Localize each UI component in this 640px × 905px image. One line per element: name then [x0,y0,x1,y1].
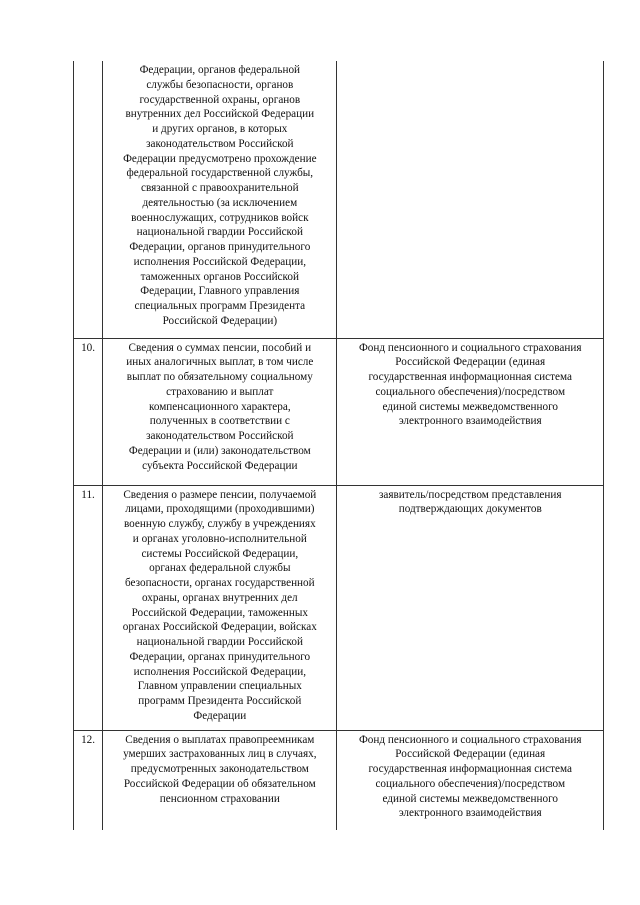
text-line: исполнения Российской Федерации, [133,665,307,678]
text-line: социального обеспечения)/посредством [375,385,566,398]
text-line: Федерации, органов федеральной [139,64,301,76]
text-line: таможенных органов Российской [140,270,299,283]
row-source [337,485,604,730]
text-line: Федерации и (или) законодательством [128,444,311,457]
text-line: полученных в соответствии с [149,415,290,428]
row-number: 12. [74,730,103,830]
text-line: программ Президента Российской [138,695,302,707]
text-line: Сведения о суммах пенсии, пособий и [128,341,312,354]
text-line: Российской Федерации (единая [395,748,546,761]
text-line: военнослужащих, сотрудников войск [131,211,309,224]
text-line: пенсионном страховании [159,792,280,805]
table-row [74,730,604,830]
text-line: страхованию и выплат [166,385,274,398]
text-line: Российской Федерации об обязательном [123,777,316,790]
text-line: Фонд пенсионного и социального страхования [358,733,582,746]
row-number: 11. [74,485,103,730]
text-line: Фонд пенсионного и социального страхования [358,341,582,354]
text-line: Российской Федерации) [162,314,278,327]
table-row [74,61,604,338]
text-line: и других органов, в которых [152,123,288,135]
text-line: выплат по обязательному социальному [126,371,313,383]
text-line: Главном управлении специальных [137,680,302,693]
row-description [103,730,337,830]
text-line: государственной охраны, органов [139,93,301,106]
text-line: законодательством Российской [146,137,294,150]
text-line: Федерации, органах принудительного [129,650,311,663]
text-line: службы безопасности, органов [146,78,294,91]
text-line: электронного взаимодействия [398,807,542,820]
text-line: компенсационного характера, [148,400,291,413]
row-description [103,338,337,485]
text-line: Сведения о размере пенсии, получаемой [123,488,317,501]
text-line: национальной гвардии Российской [136,636,303,648]
text-line: военную службу, службу в учреждениях [123,518,316,530]
text-line: системы Российской Федерации, [141,547,299,560]
text-line: субъекта Российской Федерации [142,459,298,472]
row-description [103,61,337,338]
text-line: умерших застрахованных лиц в случаях, [123,748,317,761]
text-line: исполнения Российской Федерации, [133,255,307,268]
table-row [74,338,604,485]
text-line: Российской Федерации, таможенных [131,606,308,619]
row-number [74,61,103,338]
text-line: деятельностью (за исключением [142,196,298,209]
text-line: предусмотренных законодательством [130,763,309,775]
document-table [73,61,604,830]
text-line: Сведения о выплатах правопреемникам [125,733,315,746]
text-line: внутренних дел Российской Федерации [125,108,315,121]
text-line: законодательством Российской [146,430,294,442]
text-line: Федерации [193,709,247,722]
text-line: Федерации, Главного управления [140,285,300,298]
table-row [74,485,604,730]
text-line: электронного взаимодействия [398,415,542,428]
text-line: государственная информационная система [368,371,572,383]
text-line: специальных программ Президента [134,300,306,312]
text-line: и органах уголовно-исполнительной [132,532,307,545]
row-source [337,61,604,338]
text-line: национальной гвардии Российской [136,226,303,239]
text-line: охраны, органах внутренних дел [141,591,298,604]
text-line: органах федеральной службы [149,562,291,575]
text-line: Федерации предусмотрено прохождение [123,152,317,165]
text-line: лицами, проходящими (проходившими) [125,503,315,516]
text-line: федеральной государственной службы, [126,167,314,180]
text-line: государственная информационная система [368,763,572,775]
text-line: подтверждающих документов [398,503,542,516]
text-line: единой системы межведомственного [382,400,558,413]
row-source [337,338,604,485]
text-line: безопасности, органах государственной [125,577,315,589]
text-line: связанной с правоохранительной [140,182,299,194]
row-description [103,485,337,730]
text-line: Федерации, органов принудительного [129,241,311,253]
text-line: социального обеспечения)/посредством [375,777,566,790]
text-line: заявитель/посредством представления [378,488,562,501]
text-line: органах Российской Федерации, войсках [122,621,317,634]
row-source [337,730,604,830]
text-line: иных аналогичных выплат, в том числе [126,356,314,369]
text-line: Российской Федерации (единая [395,356,546,369]
row-number: 10. [74,338,103,485]
text-line: единой системы межведомственного [382,792,558,805]
